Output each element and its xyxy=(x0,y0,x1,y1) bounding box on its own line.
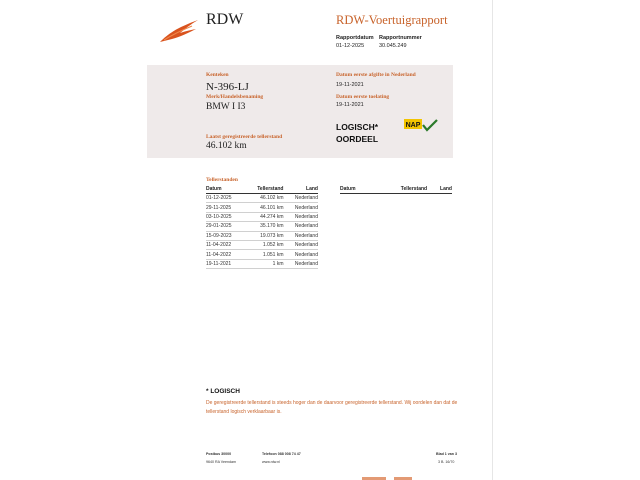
cell-country: Nederland xyxy=(284,250,319,259)
report-date-label: Rapportdatum xyxy=(336,35,374,41)
first-admission-label: Datum eerste toelating xyxy=(336,94,390,100)
col-date-header: Datum xyxy=(340,185,372,194)
first-nl-value: 19-11-2021 xyxy=(336,82,364,88)
nap-logo-icon xyxy=(404,119,438,133)
table-row xyxy=(206,250,318,259)
footer-page xyxy=(436,452,457,456)
verdict-line-1: LOGISCH* xyxy=(336,122,379,132)
cell-country: Nederland xyxy=(284,222,319,231)
table-row xyxy=(206,240,318,249)
verdict xyxy=(336,121,378,145)
first-nl-label: Datum eerste afgifte in Nederland xyxy=(336,72,416,78)
odometer-table-header xyxy=(206,185,318,194)
cell-date: 11-04-2022 xyxy=(206,240,244,249)
cell-country: Nederland xyxy=(284,240,319,249)
cell-country: Nederland xyxy=(284,259,319,268)
cell-date: 11-04-2022 xyxy=(206,250,244,259)
footer-page-text: Blad 1 van 3 xyxy=(436,452,457,456)
footer-postbus xyxy=(206,452,231,456)
cell-odo: 19.073 km xyxy=(244,231,283,240)
table-row xyxy=(206,212,318,221)
nap-logo-text: NAP xyxy=(405,122,421,129)
plate-value: N-396-LJ xyxy=(206,81,249,93)
odometer-table xyxy=(206,185,318,269)
report-date-value: 01-12-2025 xyxy=(336,43,365,49)
cell-date: 03-10-2025 xyxy=(206,212,244,221)
cell-odo: 46.102 km xyxy=(244,194,283,203)
first-admission-value: 19-11-2021 xyxy=(336,102,364,108)
cell-date: 29-01-2025 xyxy=(206,222,244,231)
report-number-value: 30.045.249 xyxy=(379,43,407,49)
odometer-table-header xyxy=(340,185,452,194)
footer-phone xyxy=(262,452,301,456)
verdict-line-2: OORDEEL xyxy=(336,134,379,144)
table-row xyxy=(206,194,318,203)
page-edge xyxy=(492,0,493,480)
vehicle-summary-band xyxy=(147,65,453,158)
footer-web: www.rdw.nl xyxy=(262,460,280,464)
cell-date: 15-09-2023 xyxy=(206,231,244,240)
footer-code: 3 B. 16/70 xyxy=(438,460,455,464)
cell-odo: 35.170 km xyxy=(244,222,283,231)
odometer-section-title: Tellerstanden xyxy=(206,177,238,183)
cell-date: 29-11-2025 xyxy=(206,203,244,212)
legend-text: De geregistreerde tellerstand is steeds hoger dan de daarvoor geregistreerde tellerstand. Wij oordelen dan dat de tellerstand logisch verklaarbaar is. xyxy=(206,400,458,415)
report-title: RDW-Voertuigrapport xyxy=(336,13,448,27)
col-odo-header: Tellerstand xyxy=(372,185,427,194)
footer-city: 9640 RA Veendam xyxy=(206,460,236,464)
footer-phone-text: Telefoon 088 008 74 47 xyxy=(262,452,301,456)
last-odo-value: 46.102 km xyxy=(206,141,247,151)
footer-postbus-text: Postbus 30000 xyxy=(206,452,232,456)
cell-odo: 46.101 km xyxy=(244,203,283,212)
legend-title: * LOGISCH xyxy=(206,388,240,395)
cell-country: Nederland xyxy=(284,203,319,212)
col-country-header: Land xyxy=(427,185,452,194)
cell-date: 01-12-2025 xyxy=(206,194,244,203)
table-row xyxy=(206,231,318,240)
cell-odo: 1.052 km xyxy=(244,240,283,249)
make-label: Merk/Handelsbenaming xyxy=(206,94,264,100)
cell-country: Nederland xyxy=(284,231,319,240)
odometer-table-continued xyxy=(340,185,452,194)
table-row xyxy=(206,222,318,231)
plate-label: Kenteken xyxy=(206,72,229,78)
table-row xyxy=(206,203,318,212)
cell-date: 19-11-2021 xyxy=(206,259,244,268)
col-odo-header: Tellerstand xyxy=(244,185,283,194)
make-value: BMW I I3 xyxy=(206,102,246,112)
cell-odo: 44.274 km xyxy=(244,212,283,221)
brand-name: RDW xyxy=(206,11,244,28)
cell-odo: 1 km xyxy=(244,259,283,268)
rdw-logo-icon xyxy=(158,18,200,44)
cell-country: Nederland xyxy=(284,212,319,221)
cell-odo: 1.051 km xyxy=(244,250,283,259)
cell-country: Nederland xyxy=(284,194,319,203)
last-odo-label: Laatst geregistreerde tellerstand xyxy=(206,134,283,140)
report-number-label: Rapportnummer xyxy=(379,35,422,41)
col-date-header: Datum xyxy=(206,185,244,194)
col-country-header: Land xyxy=(284,185,319,194)
table-row xyxy=(206,259,318,268)
